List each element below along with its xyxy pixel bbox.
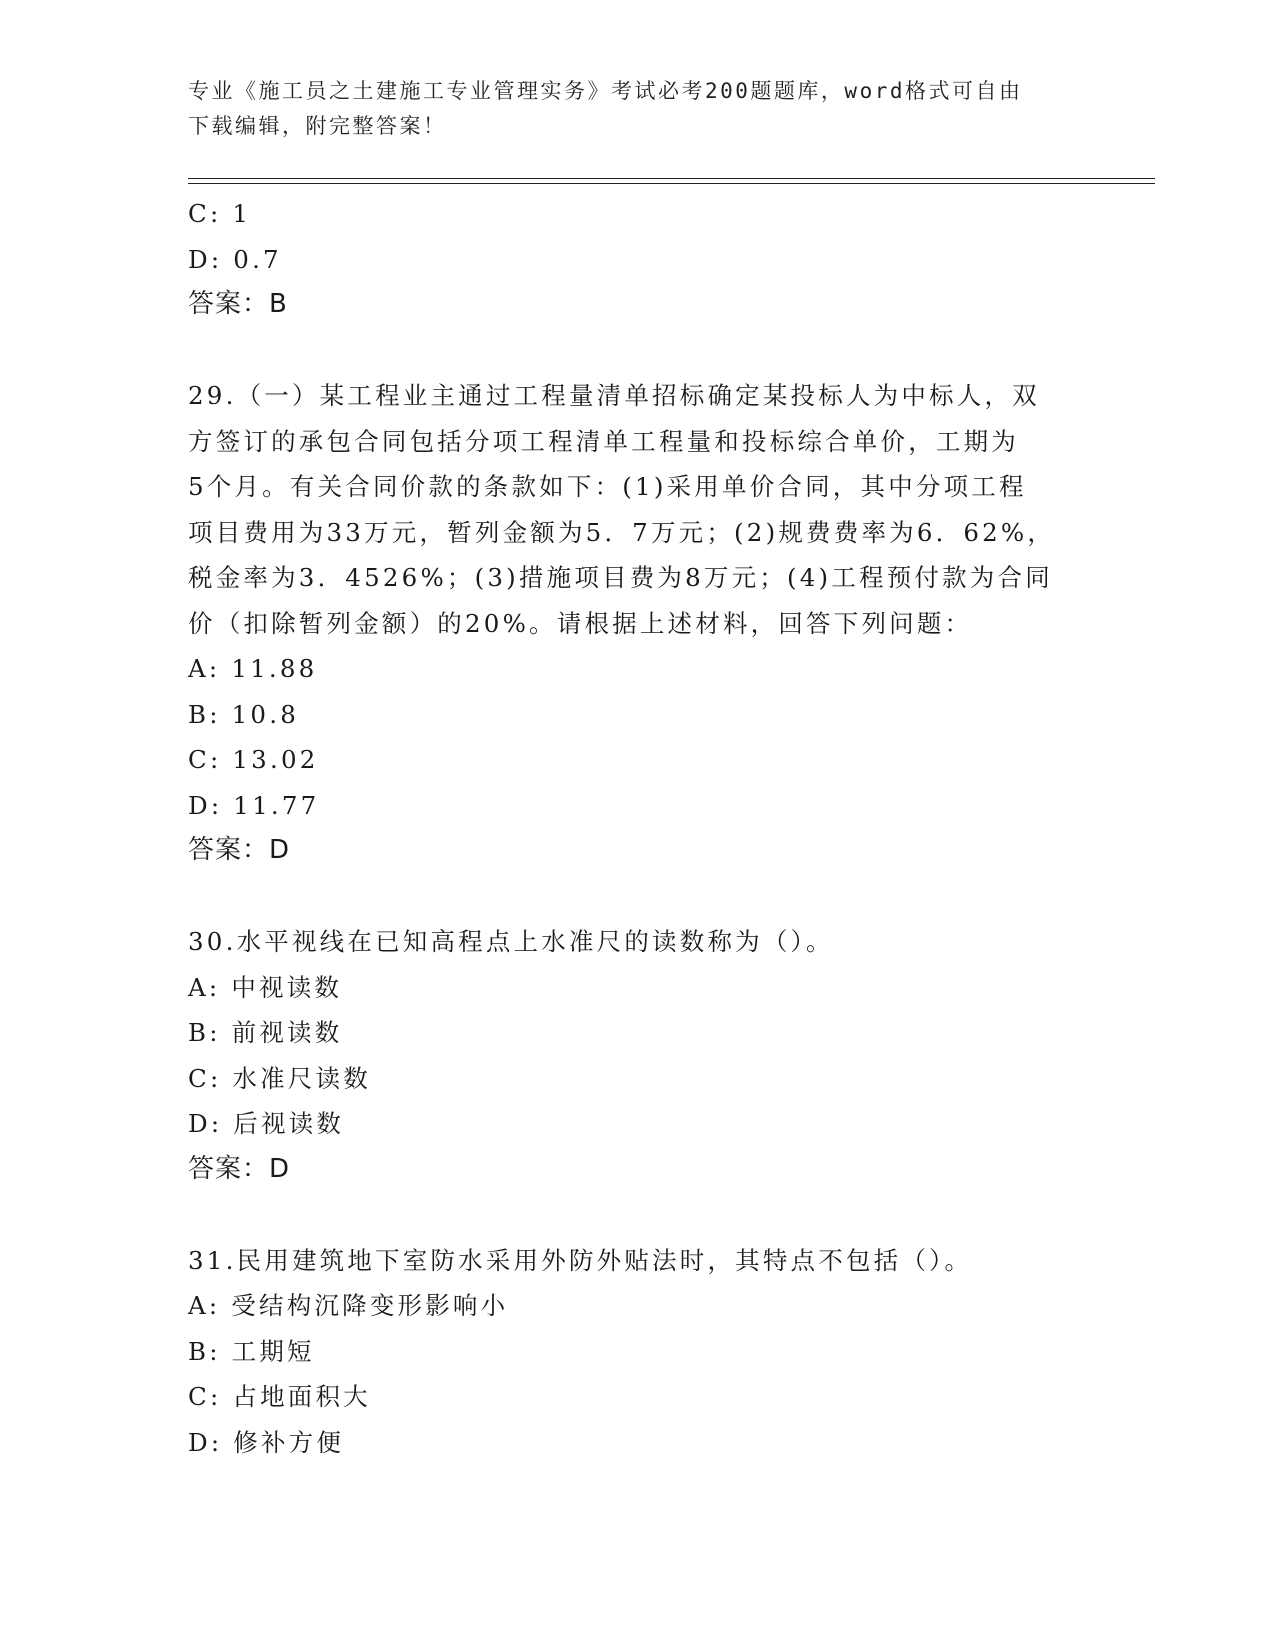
question-text-line: 项目费用为33万元，暂列金额为5．7万元；(2)规费费率为6．62%， [188, 517, 1056, 547]
question-text-line: 方签订的承包合同包括分项工程清单工程量和投标综合单价，工期为 [188, 426, 1019, 456]
previous-question [188, 191, 1088, 328]
answer: 答案：D [188, 1153, 291, 1184]
question-31 [188, 1238, 1088, 1466]
question-text-line: 31.民用建筑地下室防水采用外防外贴法时，其特点不包括（）。 [188, 1245, 973, 1275]
option-b: B: 前视读数 [188, 1018, 343, 1047]
option-b: B: 10.8 [188, 699, 299, 729]
option-a: A: 受结构沉降变形影响小 [188, 1291, 509, 1320]
option-c: C: 占地面积大 [188, 1382, 371, 1411]
option-d: D: 后视读数 [188, 1109, 345, 1138]
header-title-line-2: 下载编辑，附完整答案！ [188, 114, 447, 138]
question-text-line: 29.（一）某工程业主通过工程量清单招标确定某投标人为中标人，双 [188, 381, 1040, 410]
option-c: C: 水准尺读数 [188, 1063, 371, 1093]
option-c: C: 1 [188, 199, 252, 228]
answer: 答案：B [188, 289, 288, 319]
option-a: A: 中视读数 [188, 972, 343, 1002]
header-divider [188, 178, 1155, 184]
question-29 [188, 373, 1088, 874]
document-body [188, 191, 1088, 1465]
answer: 答案：D [188, 835, 291, 865]
option-c: C: 13.02 [188, 745, 319, 774]
header-title-line-1: 专业《施工员之土建施工专业管理实务》考试必考200题题库，word格式可自由 [188, 79, 1023, 103]
option-d: D: 11.77 [188, 790, 320, 820]
question-text-line: 价（扣除暂列金额）的20%。请根据上述材料，回答下列问题： [188, 608, 973, 638]
question-text-line: 30.水平视线在已知高程点上水准尺的读数称为（）。 [188, 927, 834, 956]
option-a: A: 11.88 [188, 654, 318, 683]
question-text-line: 5个月。有关合同价款的条款如下：(1)采用单价合同，其中分项工程 [188, 472, 1027, 501]
document-header [188, 74, 1088, 144]
question-text-line: 税金率为3．4526%；(3)措施项目费为8万元；(4)工程预付款为合同 [188, 563, 1053, 592]
option-d: D: 0.7 [188, 244, 282, 274]
question-30 [188, 919, 1088, 1192]
option-d: D: 修补方便 [188, 1427, 345, 1457]
option-b: B: 工期短 [188, 1336, 315, 1366]
